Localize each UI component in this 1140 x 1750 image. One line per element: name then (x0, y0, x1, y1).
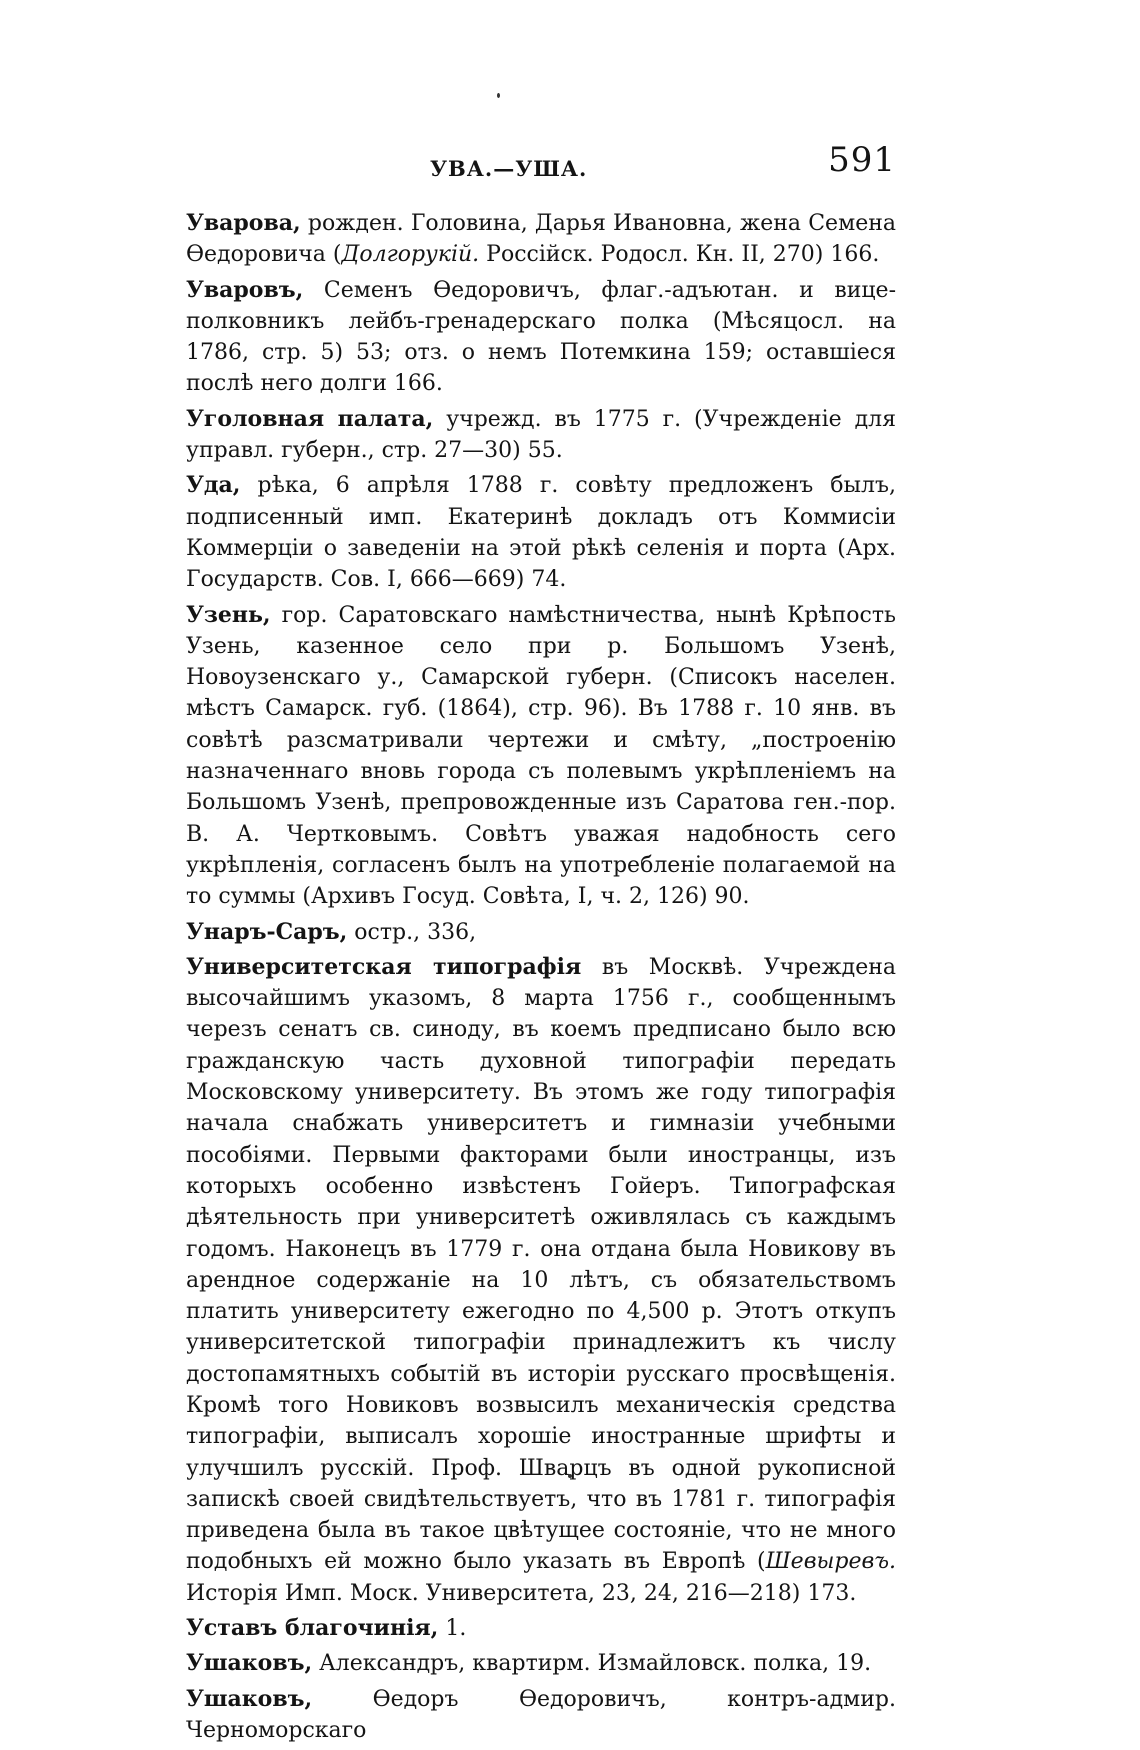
index-entry (186, 208, 896, 271)
index-entry (186, 1613, 896, 1644)
entry-text: рѣка, 6 апрѣля 1788 г. совѣту предложенъ былъ, подписенный имп. Екатеринѣ докладъ отъ Коммисіи Коммерціи о заведеніи на этой рѣкѣ селенія и порта (Арх. Государств. Сов. I, 666—669) 74. (186, 473, 896, 593)
index-entry (186, 917, 896, 948)
entry-headword: Уварова, (186, 210, 301, 236)
entry-headword: Уставъ благочинія, (186, 1615, 439, 1642)
entry-italic: Шевыревъ. (765, 1549, 896, 1575)
index-entry (186, 404, 896, 467)
entry-text: въ Москвѣ. Учреждена высочайшимъ указомъ, 8 марта 1756 г., сообщеннымъ черезъ сенатъ св. синоду, въ коемъ предписано было всю гражданскую часть духовной типографіи передать Московскому университету. Въ этомъ же году типографія начала снабжать университетъ и гимназіи учебными пособіями. Первыми факторами были иностранцы, изъ которыхъ особенно извѣстенъ Гойеръ. Типографская дѣятельность при университетѣ оживлялась съ каждымъ годомъ. Наконецъ въ 1779 г. она отдана была Новикову въ арендное содержаніе на 10 лѣтъ, съ обязательствомъ платить университету ежегодно по 4,500 р. Этотъ откупъ университетской типографіи принадлежитъ къ числу достопамятныхъ событій въ исторіи русскаго просвѣщенія. Кромѣ того Новиковъ возвысилъ механическія средства типографіи, выписалъ хорошіе иностранные шрифты и улучшилъ русскій. Проф. Шварцъ въ одной рукописной запискѣ своей свидѣтельствуетъ, что въ 1781 г. типографія приведена была въ такое цвѣтущее состояніе, что не много подобныхъ ей можно было указать въ Европѣ ( (186, 954, 896, 1575)
entry-headword: Университетская типографія (186, 953, 582, 980)
entry-text: учрежд. въ 1775 г. (Учрежденіе для управл. губерн., стр. 27—30) 55. (186, 406, 896, 464)
entry-headword: Уда, (186, 472, 241, 499)
index-entry (186, 1648, 896, 1679)
entry-text: остр., 336, (347, 919, 477, 945)
running-head: УВА.—УША. (430, 156, 588, 181)
entry-text: рожден. Головина, Дарья Ивановна, жена Семена Өедоровича ( (186, 211, 896, 268)
entry-text: 1. (438, 1616, 467, 1642)
speck-mark (497, 93, 500, 98)
index-entries (186, 208, 896, 1750)
entry-text: Семенъ Өедоровичъ, флаг.-адъютан. и вице-полковникъ лейбъ-гренадерскаго полка (Мѣсяцосл. на 1786, стр. 5) 53; отз. о немъ Потемкина 159; оставшіеся послѣ него долги 166. (186, 277, 896, 397)
entry-text-tail: Исторія Имп. Моск. Университета, 23, 24, 216—218) 173. (186, 1580, 857, 1606)
index-entry (186, 470, 896, 595)
entry-text: Александръ, квартирм. Измайловск. полка, 19. (312, 1651, 872, 1677)
entry-headword: Уваровъ, (186, 276, 304, 303)
entry-text-tail: Россійск. Родосл. Кн. II, 270) 166. (479, 242, 880, 268)
index-entry (186, 600, 896, 913)
entry-headword: Уголовная палата, (186, 405, 434, 432)
page-number: 591 (828, 140, 896, 180)
entry-headword: Ушаковъ, (186, 1650, 313, 1677)
entry-italic: Долгорукій. (341, 242, 480, 268)
entry-text: Өедоръ Өедоровичъ, контръ-адмир. Черноморскаго (186, 1686, 896, 1743)
index-entry (186, 952, 896, 1609)
entry-text: гор. Саратовскаго намѣстничества, нынѣ Крѣпость Узень, казенное село при р. Большомъ Узенѣ, Новоузенскаго у., Самарской губерн. (Списокъ населен. мѣстъ Самарск. губ. (1864), стр. 96). Въ 1788 г. 10 янв. въ совѣтѣ разсматривали чертежи и смѣту, „построенію назначеннаго вновь города съ полевымъ укрѣпленіемъ на Большомъ Узенѣ, препровожденные изъ Саратова ген.-пор. В. А. Чертковымъ. Совѣтъ уважая надобность сего укрѣпленія, согласенъ былъ на употребленіе полагаемой на то суммы (Архивъ Госуд. Совѣта, I, ч. 2, 126) 90. (186, 602, 896, 910)
entry-headword: Узень, (186, 601, 271, 628)
entry-headword: Ушаковъ, (186, 1685, 313, 1712)
page-header (186, 140, 896, 190)
index-entry (186, 1684, 896, 1747)
index-entry (186, 275, 896, 400)
entry-headword: Унаръ-Саръ, (186, 918, 348, 945)
